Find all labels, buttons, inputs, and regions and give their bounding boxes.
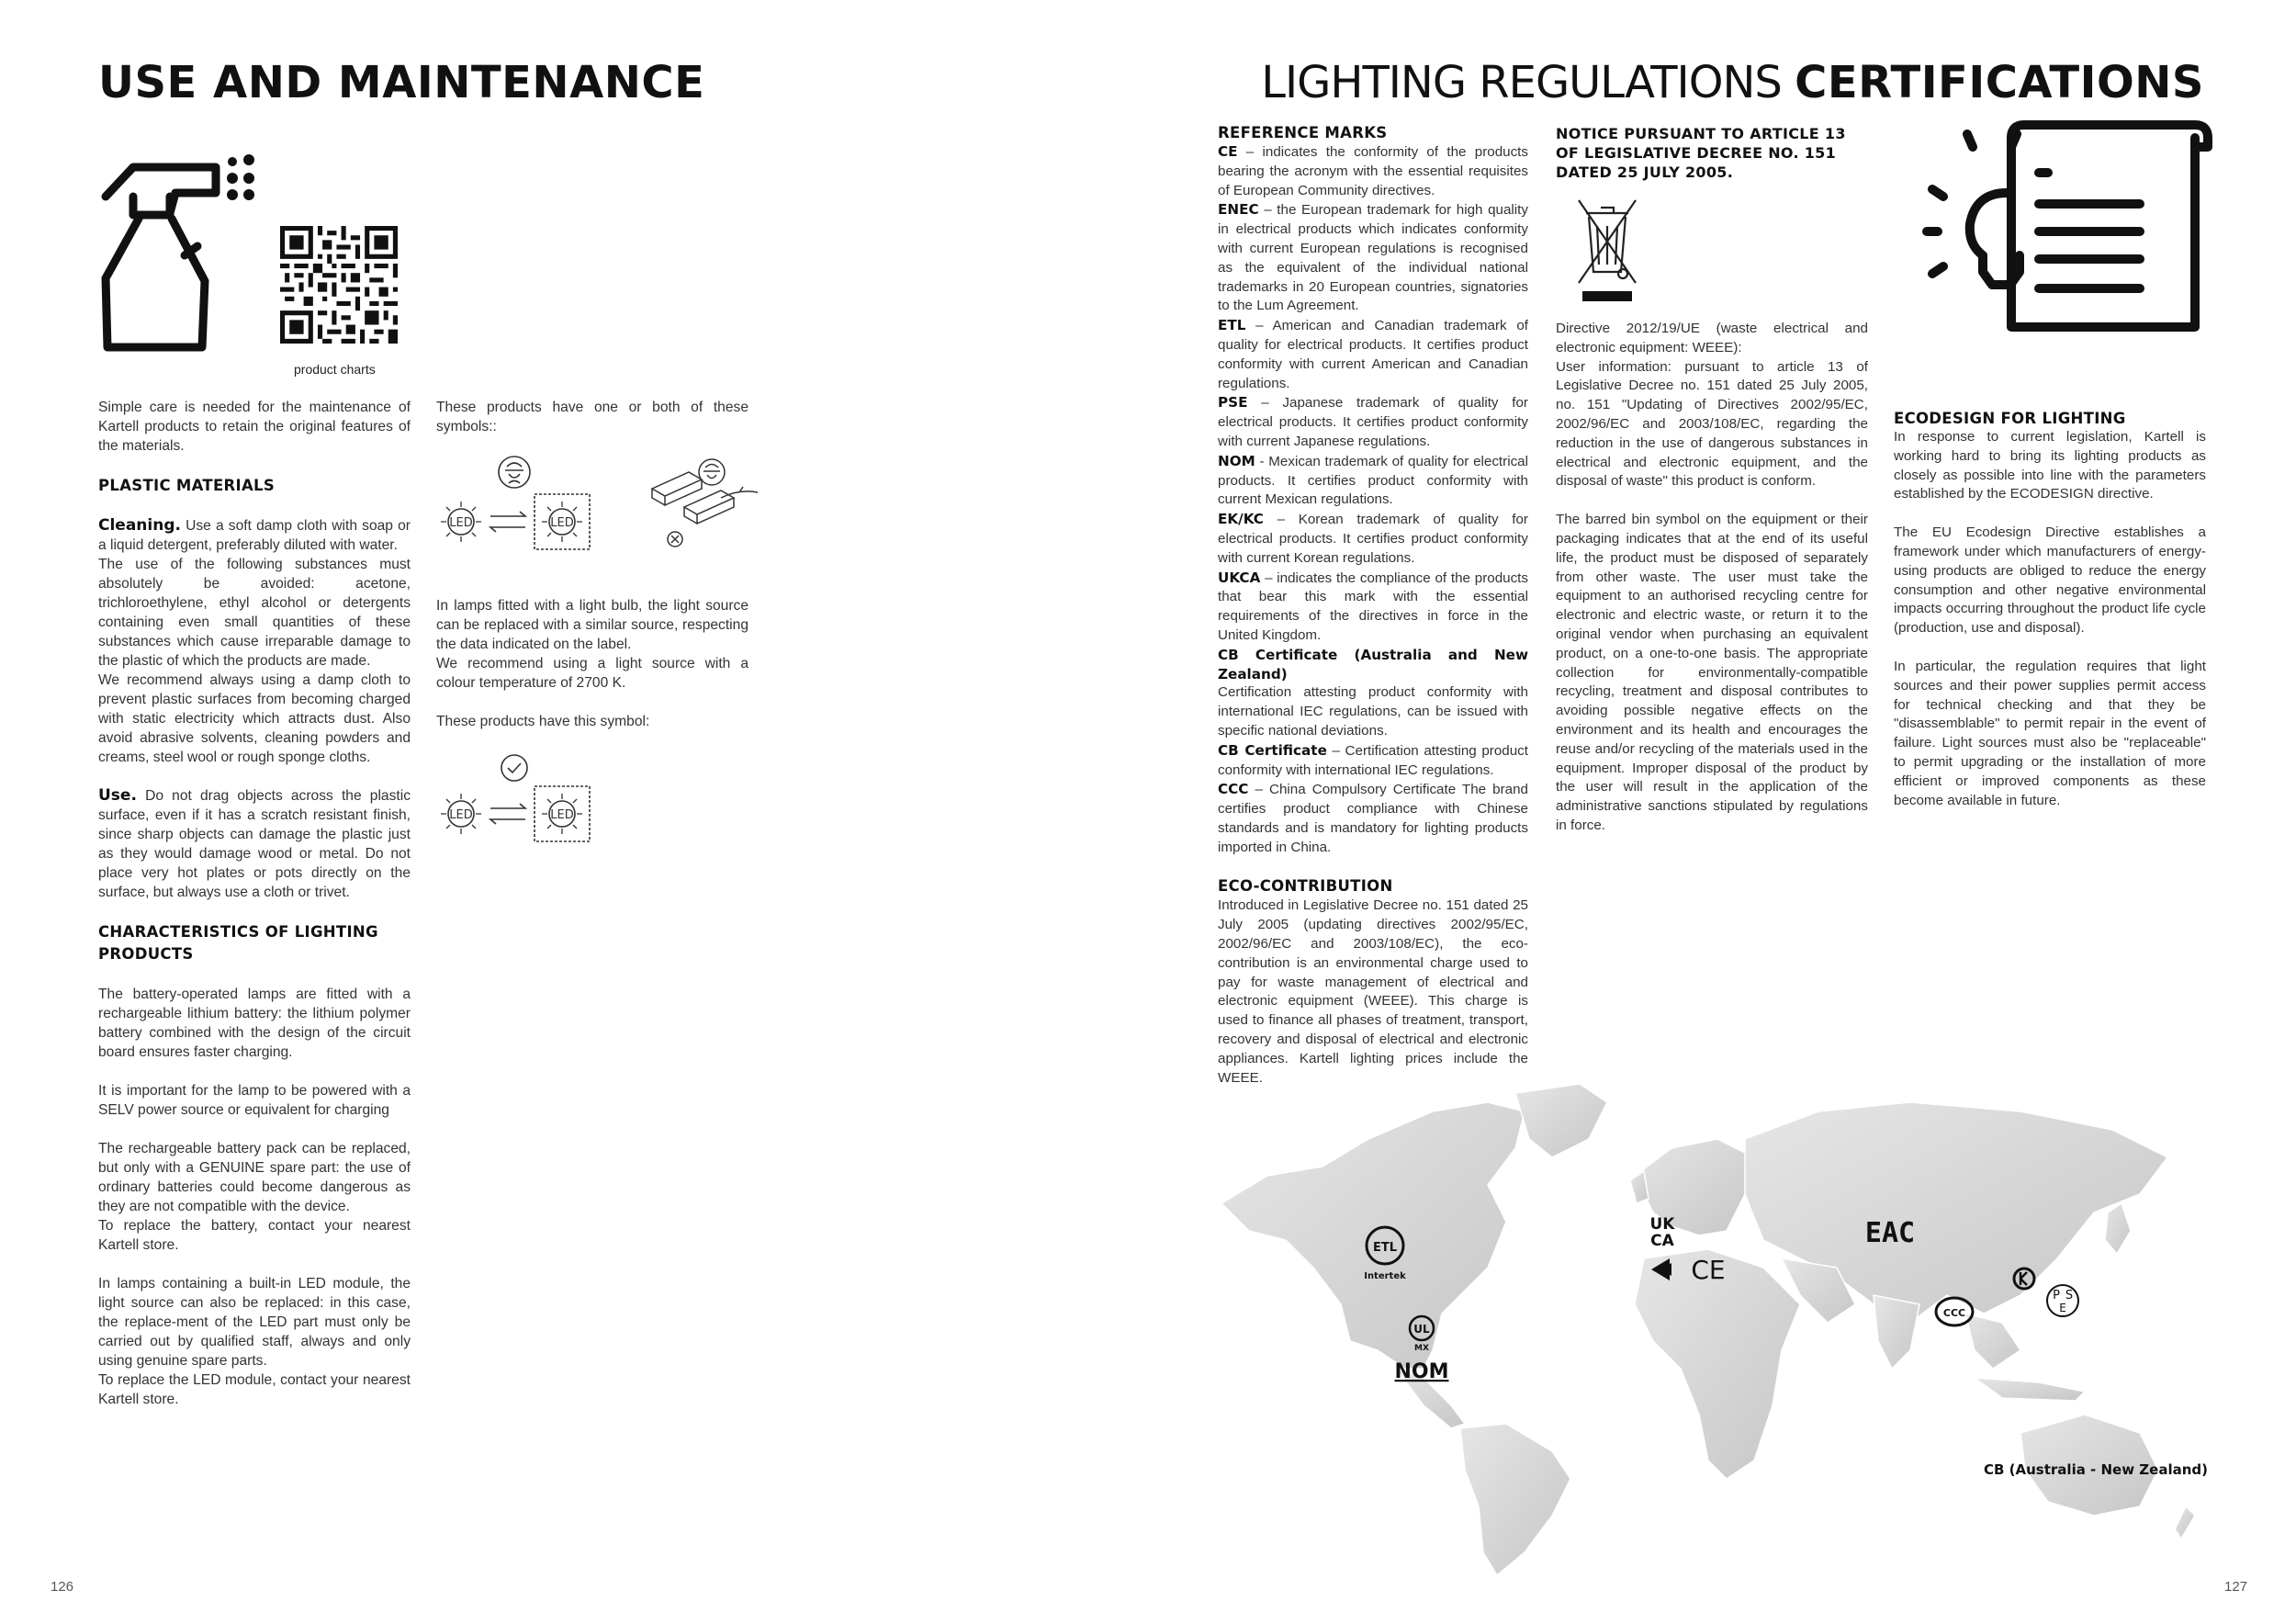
ukca-mark-top: UK bbox=[1649, 1215, 1675, 1234]
nom-mark: NOM bbox=[1394, 1360, 1449, 1383]
cleaning-label: Cleaning. bbox=[98, 516, 181, 535]
left-page-title: USE AND MAINTENANCE bbox=[98, 57, 705, 108]
led-label-1: LED bbox=[449, 516, 473, 530]
use-text: Do not drag objects across the plastic surface, even if it has a scratch resistant finish, since sharp objects can damage the plastic just as they would damage wood or metal. Do not place very hot plates or pots directly on the surface, but always use a cloth or trivet. bbox=[98, 788, 411, 900]
battery-text-3: The rechargeable battery pack can be replaced, but only with a GENUINE spare part: the use of ordinary batteries could become dangerous as they are not compatible with the device. bbox=[98, 1141, 411, 1214]
cb-map-label: CB (Australia - New Zealand) bbox=[1984, 1461, 2209, 1478]
bulb-text-1: In lamps fitted with a light bulb, the light source can be replaced with a similar source, respecting the data indicated on the label. bbox=[436, 598, 748, 652]
eac-mark: EAC bbox=[1864, 1217, 1916, 1249]
pse-label: PSE bbox=[1218, 394, 1248, 412]
cb-au-text: Certification attesting product conformity with international IEC regulations, can be issued with specific national deviations. bbox=[1218, 684, 1528, 739]
ccc-mark-text: CCC bbox=[1942, 1307, 1966, 1319]
enec-text: – the European trademark for high quality in electrical products which indicates conformity with current European regulations is recognised as the equivalent of the individual national trademarks in 20 European countries, signatories to the Lum Agreement. bbox=[1218, 202, 1528, 314]
battery-text-1: The battery-operated lamps are fitted with a rechargeable lithium battery: the lithium polymer battery combined with the design of the circuit board ensures faster charging. bbox=[98, 987, 411, 1060]
lighting-heading-2: PRODUCTS bbox=[98, 945, 194, 963]
notice-column bbox=[1556, 320, 1868, 836]
plastic-heading: PLASTIC MATERIALS bbox=[98, 477, 276, 494]
etl-label: ETL bbox=[1218, 317, 1246, 334]
lighting-heading-1: CHARACTERISTICS OF LIGHTING bbox=[98, 923, 378, 941]
etl-mark-sub: Intertek bbox=[1364, 1271, 1406, 1281]
ccc-text: – China Compulsory Certificate The brand certifies product compliance with Chinese standards and is mandatory for lighting products imported in China. bbox=[1218, 782, 1528, 855]
ukca-text: – indicates the compliance of the products that bear this mark with the essential requirements of the directives in force in the United Kingdom. bbox=[1218, 570, 1528, 643]
ekkc-text: – Korean trademark of quality for electrical products. It certifies product conformity with current Korean regulations. bbox=[1218, 512, 1528, 566]
cb-paragraph bbox=[1218, 741, 1528, 781]
ecodesign-column bbox=[1894, 410, 2206, 810]
left-page-number: 126 bbox=[51, 1579, 74, 1595]
nom-label: NOM bbox=[1218, 452, 1255, 469]
symbols-text: These products have one or both of these symbols:: bbox=[436, 400, 748, 434]
symbol-text-2: These products have this symbol: bbox=[436, 714, 650, 729]
directive-text-2: User information: pursuant to article 13 of Legislative Decree no. 151 dated 25 July 2005, no. 151 "Updating of Directives 2002/95/EC, 2002/96/EC and 2003/108/EC, regarding the reduction in the use of dangerous substances in electrical and electronic equipment, and the disposal of waste" this product is conform. bbox=[1556, 358, 1868, 490]
led-label-4: LED bbox=[550, 808, 574, 822]
cleaning-text: Use a soft damp cloth with soap or a liquid detergent, preferably diluted with water. bbox=[98, 518, 411, 553]
bin-text: The barred bin symbol on the equipment or their packaging indicates that at the end of its useful life, the product must be disposed of separately from other waste. The user must take the equipment to an authorised recycling centre for electronic and electric waste, or return it to the original vendor when purchasing an equivalent product, on a one-to-one basis. The appropriate collection for environmentally-compatible recycling, treatment and disposal contributes to avoiding possible negative effects on the environment and its health and encourages the reuse and/or recycling of the materials used in the equipment. Improper disposal of the product by the user will result in the application of the administrative sanctions stipulated by regulations in force. bbox=[1556, 512, 1868, 833]
etl-mark-text: ETL bbox=[1372, 1241, 1398, 1255]
etl-paragraph bbox=[1218, 316, 1528, 393]
cleaning-text-2: The use of the following substances must absolutely be avoided: acetone, trichloroethylene, ethyl alcohol or detergents containing even small quantities of these substances which cause irreparable damage to the plastic of which the products are made. bbox=[98, 557, 411, 669]
ccc-paragraph bbox=[1218, 780, 1528, 857]
weee-bin-icon bbox=[1575, 195, 1639, 310]
ce-label: CE bbox=[1218, 143, 1238, 160]
led-label-2: LED bbox=[550, 516, 574, 530]
pse-mark-s: S bbox=[2065, 1289, 2074, 1303]
ecodesign-heading: ECODESIGN FOR LIGHTING bbox=[1894, 410, 2126, 427]
spray-bottle-icon bbox=[96, 154, 271, 361]
bulb-text bbox=[436, 596, 748, 731]
ukca-paragraph bbox=[1218, 569, 1528, 646]
use-label: Use. bbox=[98, 786, 137, 805]
reference-heading: REFERENCE MARKS bbox=[1218, 124, 1388, 141]
nom-paragraph bbox=[1218, 452, 1528, 510]
cleaning-text-3: We recommend always using a damp cloth to prevent plastic surfaces from becoming charged with static electricity which attracts dust. Also avoid abrasive solvents, cleaning powders and creams, steel wool or rough sponge cloths. bbox=[98, 672, 411, 765]
use-paragraph bbox=[98, 786, 411, 902]
battery-text-4: To replace the battery, contact your nearest Kartell store. bbox=[98, 1218, 411, 1253]
pse-mark bbox=[2047, 1285, 2078, 1316]
etl-text: – American and Canadian trademark of quality for electrical products. It certifies product conformity with current American and Canadian regulations. bbox=[1218, 318, 1528, 391]
intro-text: Simple care is needed for the maintenance of Kartell products to retain the original features of the materials. bbox=[98, 400, 411, 454]
qr-caption: product charts bbox=[294, 362, 376, 377]
eco-heading: ECO-CONTRIBUTION bbox=[1218, 877, 1393, 896]
ccc-label: CCC bbox=[1218, 781, 1249, 798]
cb-au-label: CB Certificate (Australia and New Zealand) bbox=[1218, 646, 1528, 682]
ul-mark-text: UL bbox=[1413, 1323, 1430, 1336]
cleaning-paragraph bbox=[98, 516, 411, 555]
lightbulb-document-icon bbox=[1919, 119, 2213, 340]
ekkc-label: EK/KC bbox=[1218, 511, 1264, 528]
nom-text: - Mexican trademark of quality for electrical products. It certifies product conformity with current Mexican regulations. bbox=[1218, 453, 1528, 508]
ecodesign-text-2: The EU Ecodesign Directive establishes a framework under which manufacturers of energy-using products are obliged to reduce the energy consumption and other negative environmental impacts occurring throughout the product life cycle (production, use and disposal). bbox=[1894, 524, 2206, 637]
ccc-mark bbox=[1936, 1298, 1973, 1325]
world-map bbox=[1212, 1075, 2213, 1580]
cb-label: CB Certificate bbox=[1218, 741, 1327, 759]
ukca-label: UKCA bbox=[1218, 569, 1261, 586]
led-replace-user-icon bbox=[433, 753, 599, 845]
bulb-text-2: We recommend using a light source with a colour temperature of 2700 K. bbox=[436, 656, 748, 691]
ecodesign-text-1: In response to current legislation, Kartell is working hard to bring its lighting products as closely as possible into line with the parameters established by the ECODESIGN directive. bbox=[1894, 429, 2206, 502]
ekkc-paragraph bbox=[1218, 510, 1528, 568]
led-module-part-icon bbox=[647, 452, 767, 553]
ce-mark: CE bbox=[1691, 1255, 1726, 1285]
title-bold: CERTIFICATIONS bbox=[1795, 57, 2204, 108]
enec-label: ENEC bbox=[1218, 201, 1259, 219]
reference-marks-column bbox=[1218, 124, 1528, 1088]
notice-heading: NOTICE PURSUANT TO ARTICLE 13 OF LEGISLATIVE DECREE NO. 151 DATED 25 JULY 2005. bbox=[1556, 125, 1846, 181]
pse-paragraph bbox=[1218, 393, 1528, 451]
led-label-3: LED bbox=[449, 808, 473, 822]
title-light: LIGHTING REGULATIONS bbox=[1261, 57, 1795, 108]
ce-text: – indicates the conformity of the products bearing the acronym with the essential requisites of European Community directives. bbox=[1218, 144, 1528, 198]
led-replace-technician-icon bbox=[433, 452, 599, 553]
ukca-mark-bottom: CA bbox=[1650, 1232, 1674, 1250]
directive-text-1: Directive 2012/19/UE (waste electrical and electronic equipment: WEEE): bbox=[1556, 321, 1868, 355]
battery-text-2: It is important for the lamp to be powered with a SELV power source or equivalent for charging bbox=[98, 1083, 411, 1118]
qr-code[interactable] bbox=[280, 226, 398, 344]
led-text-1: In lamps containing a built-in LED module, the light source can also be replaced: in this case, the replace-ment of the LED part must only be carried out by qualified staff, always and only using genuine spare parts. bbox=[98, 1276, 411, 1369]
left-column-1 bbox=[98, 398, 411, 1409]
eco-text: Introduced in Legislative Decree no. 151 dated 25 July 2005 (updating directives 2002/95/EC, 2002/96/EC and 2003/108/EC), the eco-contribution is an environmental charge used to pay for waste management of electrical and electronic equipment (WEEE). This charge is used to finance all phases of treatment, transport, recovery and disposal of electrical and electronic appliances. Kartell lighting prices include the WEEE. bbox=[1218, 897, 1528, 1086]
ecodesign-text-3: In particular, the regulation requires that light sources and their power supplies permit access for technical checking and that they be "disassemblable" to permit repair in the event of failure. Light sources must also be "replaceable" to permit upgrading or the installation of more efficient or improved components as these become available in future. bbox=[1894, 658, 2206, 808]
ce-paragraph bbox=[1218, 142, 1528, 200]
right-page-number: 127 bbox=[2224, 1579, 2248, 1595]
pse-text: – Japanese trademark of quality for electrical products. It certifies product conformity with current Japanese regulations. bbox=[1218, 395, 1528, 449]
right-page-title bbox=[1261, 57, 2204, 108]
pse-mark-p: P bbox=[2053, 1289, 2060, 1303]
led-text-2: To replace the LED module, contact your nearest Kartell store. bbox=[98, 1372, 411, 1407]
enec-paragraph bbox=[1218, 200, 1528, 316]
cb-text: – Certification attesting product conformity with international IEC regulations. bbox=[1218, 742, 1528, 778]
pse-mark-e: E bbox=[2059, 1302, 2066, 1314]
ul-mark-sub: MX bbox=[1414, 1344, 1429, 1353]
